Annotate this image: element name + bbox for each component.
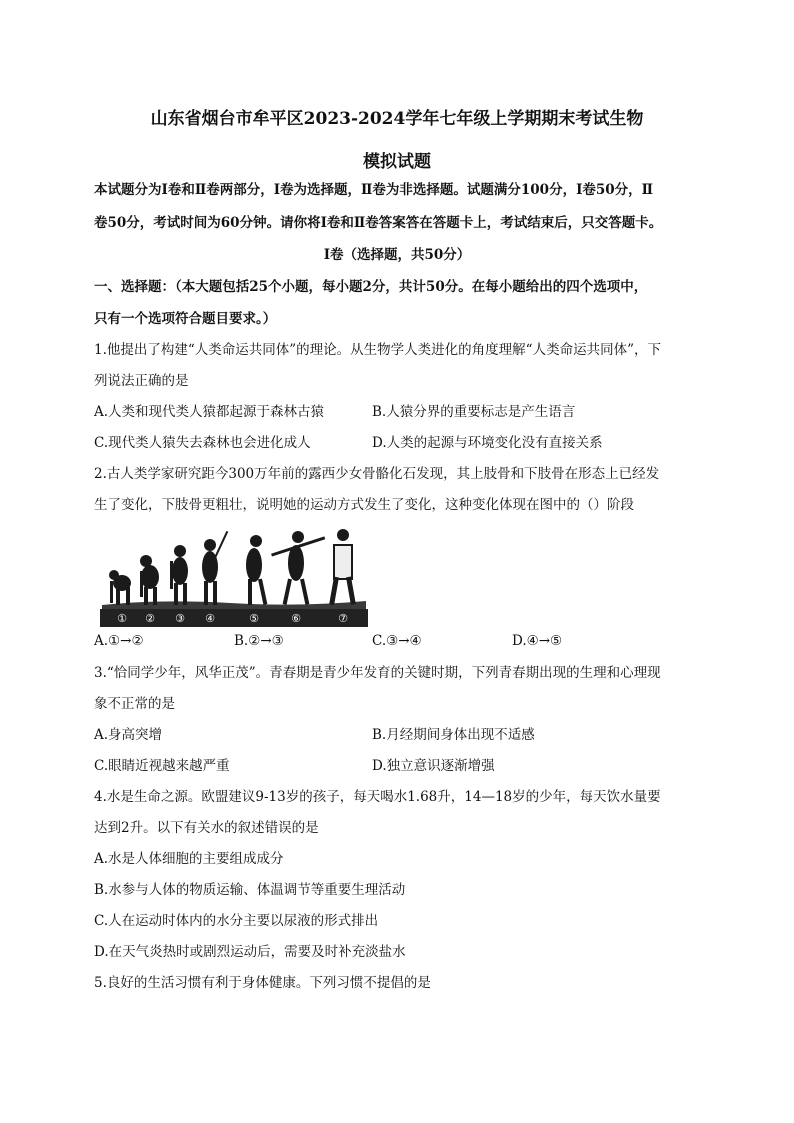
q2-stem-2: 生了变化，下肢骨更粗壮，说明她的运动方式发生了变化，这种变化体现在图中的（）阶段 <box>94 497 634 513</box>
q1-option-c: C.现代类人猿失去森林也会进化成人 <box>94 435 311 451</box>
stage-label-3: ③ <box>175 612 185 625</box>
q3-option-c: C.眼睛近视越来越严重 <box>94 758 230 774</box>
intro-line-1: 本试题分为Ⅰ卷和Ⅱ卷两部分，Ⅰ卷为选择题，Ⅱ卷为非选择题。试题满分100分，Ⅰ卷50分，Ⅱ <box>94 182 654 198</box>
q2-option-d: D.④→⑤ <box>512 633 563 649</box>
q1-option-a: A.人类和现代类人猿都起源于森林古猿 <box>94 404 325 420</box>
section-instructions-2: 只有一个选项符合题目要求。） <box>94 311 277 327</box>
q2-option-a: A.①→② <box>94 633 144 649</box>
q1-stem-2: 列说法正确的是 <box>94 373 189 389</box>
human-evolution-illustration <box>100 521 368 627</box>
q2-option-b: B.②→③ <box>234 633 284 649</box>
section-heading: Ⅰ卷（选择题，共50分） <box>323 247 471 263</box>
q3-option-b: B.月经期间身体出现不适感 <box>372 727 535 743</box>
q3-option-d: D.独立意识逐渐增强 <box>372 758 495 774</box>
q4-stem-2: 达到2升。以下有关水的叙述错误的是 <box>94 820 319 836</box>
q4-option-a: A.水是人体细胞的主要组成成分 <box>94 851 284 867</box>
stage-label-5: ⑤ <box>249 612 259 625</box>
q4-stem-1: 4.水是生命之源。欧盟建议9-13岁的孩子，每天喝水1.68升，14—18岁的少年，每天饮水量要 <box>94 789 661 805</box>
stage-label-6: ⑥ <box>291 612 301 625</box>
stage-label-4: ④ <box>205 612 215 625</box>
q4-option-c: C.人在运动时体内的水分主要以尿液的形式排出 <box>94 913 379 929</box>
q1-stem-1: 1.他提出了构建“人类命运共同体”的理论。从生物学人类进化的角度理解“人类命运共同体”，下 <box>94 342 661 358</box>
q4-option-d: D.在天气炎热时或剧烈运动后，需要及时补充淡盐水 <box>94 944 406 960</box>
q3-option-a: A.身高突增 <box>94 727 163 743</box>
q5-stem-1: 5.良好的生活习惯有利于身体健康。下列习惯不提倡的是 <box>94 975 431 991</box>
exam-subtitle: 模拟试题 <box>363 152 431 172</box>
q2-stem-1: 2.古人类学家研究距今300万年前的露西少女骨骼化石发现，其上肢骨和下肢骨在形态上已经发 <box>94 466 660 482</box>
q3-stem-1: 3.“恰同学少年，风华正茂”。青春期是青少年发育的关键时期，下列青春期出现的生理和心理现 <box>94 665 661 681</box>
q1-option-d: D.人类的起源与环境变化没有直接关系 <box>372 435 603 451</box>
q3-stem-2: 象不正常的是 <box>94 696 175 712</box>
stage-label-2: ② <box>145 612 155 625</box>
stage-label-1: ① <box>117 612 127 625</box>
intro-line-2: 卷50分，考试时间为60分钟。请你将Ⅰ卷和Ⅱ卷答案答在答题卡上，考试结束后，只交答题卡。 <box>94 215 663 231</box>
exam-title: 山东省烟台市牟平区2023-2024学年七年级上学期期末考试生物 <box>150 109 644 129</box>
section-instructions-1: 一、选择题：（本大题包括25个小题，每小题2分，共计50分。在每小题给出的四个选项中， <box>94 279 648 295</box>
q4-option-b: B.水参与人体的物质运输、体温调节等重要生理活动 <box>94 882 406 898</box>
q1-option-b: B.人猿分界的重要标志是产生语言 <box>372 404 576 420</box>
stage-label-7: ⑦ <box>338 612 348 625</box>
q2-option-c: C.③→④ <box>372 633 422 649</box>
human-evolution-figure <box>100 521 368 627</box>
